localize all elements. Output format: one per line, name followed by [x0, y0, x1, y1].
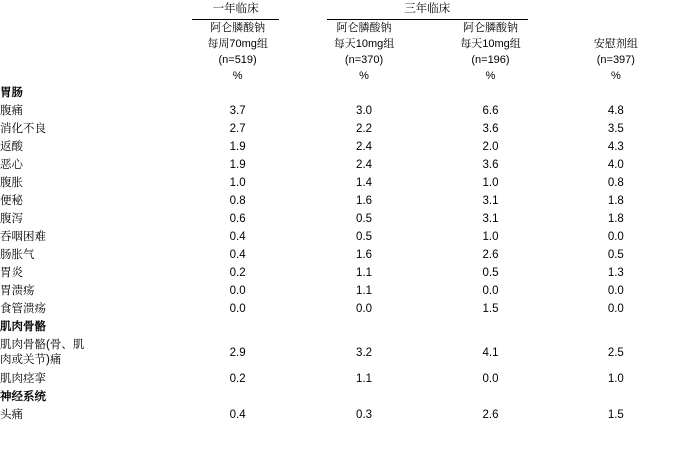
group-header-one-year	[174, 0, 300, 20]
column-header-line1: 阿仑膦酸钠	[336, 22, 392, 34]
column-header-line2: 每周70mg组	[207, 38, 268, 50]
row-label: 肌肉骨骼(骨、肌 肉或关节)痛	[0, 336, 174, 370]
table-row	[0, 406, 678, 424]
table-row	[0, 156, 678, 174]
column-header-line1: 安慰剂组	[593, 38, 638, 50]
group-header-spacer-right	[554, 0, 678, 20]
table-row	[0, 282, 678, 300]
cell-value: 0.0	[607, 231, 624, 243]
cell-value: 0.3	[356, 409, 373, 421]
cell-value: 0.8	[607, 177, 624, 189]
cell-value: 1.1	[356, 285, 373, 297]
cell-value	[427, 388, 553, 406]
cell-value: 0.4	[229, 249, 246, 261]
column-header-placebo	[554, 20, 678, 84]
cell-value	[554, 388, 678, 406]
group-header-three-year	[301, 0, 554, 20]
cell-value: 3.1	[482, 195, 499, 207]
cell-value: 2.7	[229, 123, 246, 135]
row-label: 肠胀气	[0, 249, 35, 261]
table-row	[0, 210, 678, 228]
column-header-line1: 阿仑膦酸钠	[210, 22, 266, 34]
table-row	[0, 300, 678, 318]
cell-value: 0.0	[229, 303, 246, 315]
cell-value: 0.6	[229, 213, 246, 225]
cell-value: 0.5	[356, 231, 373, 243]
cell-value: 0.4	[229, 409, 246, 421]
cell-value: 4.8	[607, 105, 624, 117]
group-header-spacer	[0, 0, 174, 20]
column-header-alendronate-daily-10mg-370	[301, 20, 427, 84]
cell-value: 1.4	[356, 177, 373, 189]
cell-value: 1.0	[229, 177, 246, 189]
cell-value: 4.1	[482, 347, 499, 359]
column-header-line3: (n=370)	[344, 54, 384, 66]
column-header-line3: (n=519)	[218, 54, 257, 66]
table-row	[0, 120, 678, 138]
cell-value: 0.2	[229, 267, 246, 279]
row-label: 头痛	[0, 409, 23, 421]
cell-value: 3.6	[482, 159, 499, 171]
cell-value	[427, 318, 553, 336]
cell-value	[174, 318, 300, 336]
cell-value	[301, 84, 427, 102]
cell-value: 0.0	[482, 373, 499, 385]
cell-value: 1.8	[607, 195, 624, 207]
column-header-line1: 阿仑膦酸钠	[462, 22, 518, 34]
cell-value: 0.5	[356, 213, 373, 225]
group-header-one-year-label: 一年临床	[192, 0, 278, 20]
cell-value: 2.4	[356, 159, 373, 171]
cell-value: 1.0	[607, 373, 624, 385]
table-row	[0, 102, 678, 120]
section-label: 神经系统	[0, 391, 46, 403]
cell-value	[554, 84, 678, 102]
cell-value: 2.4	[356, 141, 373, 153]
cell-value: 2.0	[482, 141, 499, 153]
group-header-row	[0, 0, 678, 20]
cell-value: 3.5	[607, 123, 624, 135]
row-label: 消化不良	[0, 123, 46, 135]
cell-value: 0.0	[607, 285, 624, 297]
column-header-row	[0, 20, 678, 84]
cell-value: 3.7	[229, 105, 246, 117]
column-header-alendronate-weekly-70mg	[174, 20, 300, 84]
table-row	[0, 370, 678, 388]
column-header-unit: %	[610, 70, 621, 82]
column-header-line3: (n=196)	[471, 54, 510, 66]
section-label: 胃肠	[0, 87, 23, 99]
group-header-three-year-label: 三年临床	[327, 0, 528, 20]
row-label: 返酸	[0, 141, 23, 153]
table-header	[0, 0, 678, 84]
cell-value: 3.6	[482, 123, 499, 135]
cell-value: 1.1	[356, 267, 373, 279]
cell-value: 1.8	[607, 213, 624, 225]
cell-value: 1.0	[482, 231, 499, 243]
cell-value: 0.2	[229, 373, 246, 385]
cell-value: 1.9	[229, 141, 246, 153]
cell-value: 4.0	[607, 159, 624, 171]
row-label: 恶心	[0, 159, 23, 171]
cell-value: 1.5	[607, 409, 624, 421]
cell-value: 4.3	[607, 141, 624, 153]
cell-value: 0.0	[607, 303, 624, 315]
cell-value: 2.6	[482, 409, 499, 421]
cell-value: 2.9	[229, 347, 246, 359]
cell-value: 2.2	[356, 123, 373, 135]
cell-value: 1.3	[607, 267, 624, 279]
cell-value	[301, 388, 427, 406]
cell-value	[427, 84, 553, 102]
cell-value: 0.0	[356, 303, 373, 315]
row-label: 腹痛	[0, 105, 23, 117]
cell-value	[301, 318, 427, 336]
table-row	[0, 336, 678, 370]
column-header-line2: 每天10mg组	[333, 38, 395, 50]
table-row	[0, 246, 678, 264]
column-header-label-spacer	[0, 20, 174, 84]
row-label: 吞咽困难	[0, 231, 46, 243]
row-label: 腹泻	[0, 213, 23, 225]
row-label: 肌肉痉挛	[0, 373, 46, 385]
table-row	[0, 138, 678, 156]
cell-value: 1.6	[356, 195, 373, 207]
column-header-unit: %	[359, 70, 369, 82]
cell-value: 0.5	[607, 249, 624, 261]
cell-value: 1.0	[482, 177, 499, 189]
row-label: 食管溃疡	[0, 303, 46, 315]
column-header-alendronate-daily-10mg-196	[427, 20, 553, 84]
cell-value: 0.0	[482, 285, 499, 297]
cell-value: 0.0	[229, 285, 246, 297]
column-header-line2: 每天10mg组	[460, 38, 521, 50]
row-label: 胃炎	[0, 267, 23, 279]
table-row	[0, 228, 678, 246]
table-row	[0, 192, 678, 210]
table-row	[0, 264, 678, 282]
cell-value: 0.4	[229, 231, 246, 243]
column-header-unit: %	[485, 70, 496, 82]
cell-value: 1.6	[356, 249, 373, 261]
cell-value: 3.0	[356, 105, 373, 117]
cell-value: 3.1	[482, 213, 499, 225]
cell-value	[174, 84, 300, 102]
column-header-unit: %	[232, 70, 243, 82]
cell-value: 2.5	[607, 347, 624, 359]
cell-value: 0.5	[482, 267, 499, 279]
table-section-row	[0, 388, 678, 406]
cell-value: 6.6	[482, 105, 499, 117]
cell-value: 1.5	[482, 303, 499, 315]
row-label: 腹胀	[0, 177, 23, 189]
cell-value: 1.9	[229, 159, 246, 171]
cell-value: 1.1	[356, 373, 373, 385]
table-section-row	[0, 84, 678, 102]
table-row	[0, 174, 678, 192]
cell-value: 0.8	[229, 195, 246, 207]
cell-value	[174, 388, 300, 406]
row-label: 便秘	[0, 195, 23, 207]
table-section-row	[0, 318, 678, 336]
row-label: 胃溃疡	[0, 285, 35, 297]
cell-value: 2.6	[482, 249, 499, 261]
table-body	[0, 84, 678, 424]
cell-value: 3.2	[356, 347, 373, 359]
column-header-line3: (n=397)	[596, 54, 635, 66]
row-label-line2: 肉或关节)痛	[0, 354, 62, 366]
cell-value	[554, 318, 678, 336]
section-label: 肌肉骨骼	[0, 321, 46, 333]
